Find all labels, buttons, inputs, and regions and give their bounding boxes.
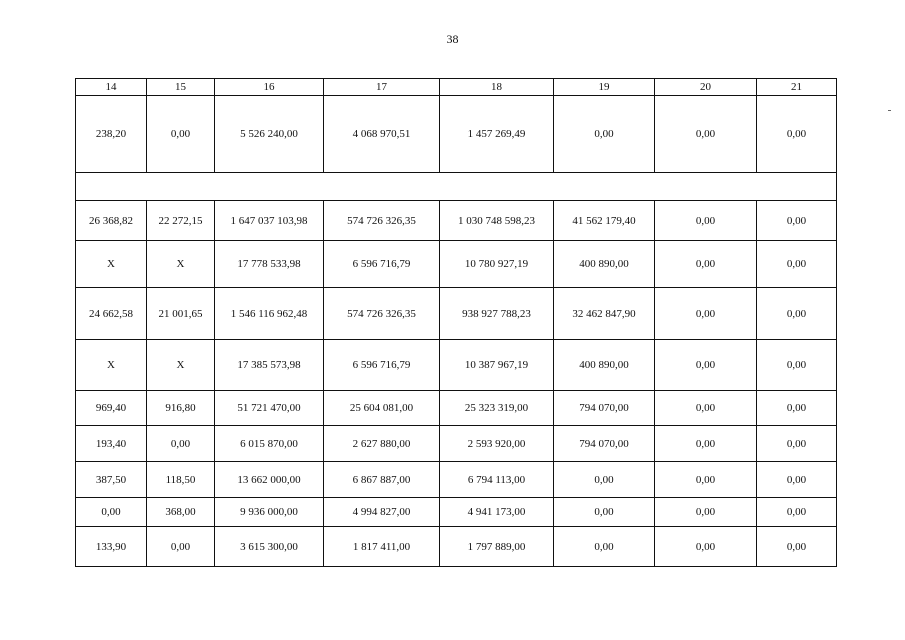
table-cell: 400 890,00 bbox=[554, 340, 655, 391]
table-cell: 0,00 bbox=[757, 426, 837, 462]
column-header: 19 bbox=[554, 79, 655, 96]
table-cell: 0,00 bbox=[757, 462, 837, 498]
table-cell: 41 562 179,40 bbox=[554, 201, 655, 241]
table-cell: 25 604 081,00 bbox=[324, 391, 440, 426]
table-cell: X bbox=[76, 241, 147, 288]
table-cell: 51 721 470,00 bbox=[215, 391, 324, 426]
margin-mark bbox=[888, 110, 891, 111]
table-cell: 6 867 887,00 bbox=[324, 462, 440, 498]
table-cell: 916,80 bbox=[147, 391, 215, 426]
table-cell: 0,00 bbox=[655, 201, 757, 241]
table-cell: 32 462 847,90 bbox=[554, 288, 655, 340]
table-cell: 368,00 bbox=[147, 498, 215, 527]
table-row bbox=[76, 527, 837, 567]
table-cell: 0,00 bbox=[757, 96, 837, 173]
table-cell: 0,00 bbox=[757, 241, 837, 288]
table-cell: 0,00 bbox=[757, 340, 837, 391]
column-header: 15 bbox=[147, 79, 215, 96]
table-cell: 574 726 326,35 bbox=[324, 288, 440, 340]
table-cell: 25 323 319,00 bbox=[440, 391, 554, 426]
table-cell: 0,00 bbox=[655, 498, 757, 527]
table-cell: 0,00 bbox=[655, 340, 757, 391]
table-cell: 6 794 113,00 bbox=[440, 462, 554, 498]
table-row bbox=[76, 391, 837, 426]
table-cell: 0,00 bbox=[76, 498, 147, 527]
header-row bbox=[76, 79, 837, 96]
table-cell: 6 015 870,00 bbox=[215, 426, 324, 462]
column-header: 17 bbox=[324, 79, 440, 96]
table-cell: 0,00 bbox=[655, 288, 757, 340]
table-cell: 10 780 927,19 bbox=[440, 241, 554, 288]
table-cell: 387,50 bbox=[76, 462, 147, 498]
table-cell: 794 070,00 bbox=[554, 426, 655, 462]
data-table bbox=[75, 78, 837, 567]
table-row bbox=[76, 426, 837, 462]
table-cell: X bbox=[76, 340, 147, 391]
table-cell: 0,00 bbox=[554, 527, 655, 567]
table-cell: 21 001,65 bbox=[147, 288, 215, 340]
table-cell: X bbox=[147, 340, 215, 391]
table-cell: 17 778 533,98 bbox=[215, 241, 324, 288]
table-row bbox=[76, 340, 837, 391]
page-number: 38 bbox=[446, 32, 459, 46]
table-cell: 26 368,82 bbox=[76, 201, 147, 241]
table-cell: 6 596 716,79 bbox=[324, 241, 440, 288]
table-cell: 4 994 827,00 bbox=[324, 498, 440, 527]
table-cell: 0,00 bbox=[147, 527, 215, 567]
table-row bbox=[76, 241, 837, 288]
table-cell: 1 030 748 598,23 bbox=[440, 201, 554, 241]
table-cell: 6 596 716,79 bbox=[324, 340, 440, 391]
column-header: 14 bbox=[76, 79, 147, 96]
table-cell: 193,40 bbox=[76, 426, 147, 462]
table-cell: 3 615 300,00 bbox=[215, 527, 324, 567]
table-cell: 2 627 880,00 bbox=[324, 426, 440, 462]
column-header: 21 bbox=[757, 79, 837, 96]
table-cell: 0,00 bbox=[655, 462, 757, 498]
table-cell: 1 457 269,49 bbox=[440, 96, 554, 173]
table-cell: 0,00 bbox=[554, 96, 655, 173]
table-cell: X bbox=[147, 241, 215, 288]
table-row bbox=[76, 462, 837, 498]
table-cell: 574 726 326,35 bbox=[324, 201, 440, 241]
table-cell: 22 272,15 bbox=[147, 201, 215, 241]
table-cell: 400 890,00 bbox=[554, 241, 655, 288]
table-cell: 0,00 bbox=[147, 96, 215, 173]
table-cell: 0,00 bbox=[757, 498, 837, 527]
column-header: 16 bbox=[215, 79, 324, 96]
table-cell: 1 817 411,00 bbox=[324, 527, 440, 567]
section-divider-row bbox=[76, 173, 837, 201]
table-cell: 4 941 173,00 bbox=[440, 498, 554, 527]
column-header: 18 bbox=[440, 79, 554, 96]
table-cell: 0,00 bbox=[757, 527, 837, 567]
table-cell: 0,00 bbox=[655, 527, 757, 567]
table-cell: 118,50 bbox=[147, 462, 215, 498]
table-cell: 2 593 920,00 bbox=[440, 426, 554, 462]
table-row bbox=[76, 498, 837, 527]
table-cell: 0,00 bbox=[554, 498, 655, 527]
table-row bbox=[76, 96, 837, 173]
column-header: 20 bbox=[655, 79, 757, 96]
table-cell: 9 936 000,00 bbox=[215, 498, 324, 527]
table-cell: 133,90 bbox=[76, 527, 147, 567]
table-cell: 24 662,58 bbox=[76, 288, 147, 340]
table-cell: 238,20 bbox=[76, 96, 147, 173]
table-cell: 0,00 bbox=[757, 288, 837, 340]
table-cell: 0,00 bbox=[655, 391, 757, 426]
section-divider-cell bbox=[76, 173, 837, 201]
table-cell: 5 526 240,00 bbox=[215, 96, 324, 173]
table-row bbox=[76, 201, 837, 241]
table-cell: 0,00 bbox=[554, 462, 655, 498]
table-cell: 0,00 bbox=[757, 391, 837, 426]
table-cell: 13 662 000,00 bbox=[215, 462, 324, 498]
table-cell: 969,40 bbox=[76, 391, 147, 426]
table-cell: 1 647 037 103,98 bbox=[215, 201, 324, 241]
table-cell: 17 385 573,98 bbox=[215, 340, 324, 391]
table-cell: 10 387 967,19 bbox=[440, 340, 554, 391]
table-cell: 4 068 970,51 bbox=[324, 96, 440, 173]
table-cell: 1 797 889,00 bbox=[440, 527, 554, 567]
table-cell: 794 070,00 bbox=[554, 391, 655, 426]
table-cell: 0,00 bbox=[655, 241, 757, 288]
table-cell: 0,00 bbox=[655, 426, 757, 462]
table-cell: 0,00 bbox=[655, 96, 757, 173]
table-cell: 938 927 788,23 bbox=[440, 288, 554, 340]
table-cell: 1 546 116 962,48 bbox=[215, 288, 324, 340]
table-cell: 0,00 bbox=[147, 426, 215, 462]
table-cell: 0,00 bbox=[757, 201, 837, 241]
table-row bbox=[76, 288, 837, 340]
